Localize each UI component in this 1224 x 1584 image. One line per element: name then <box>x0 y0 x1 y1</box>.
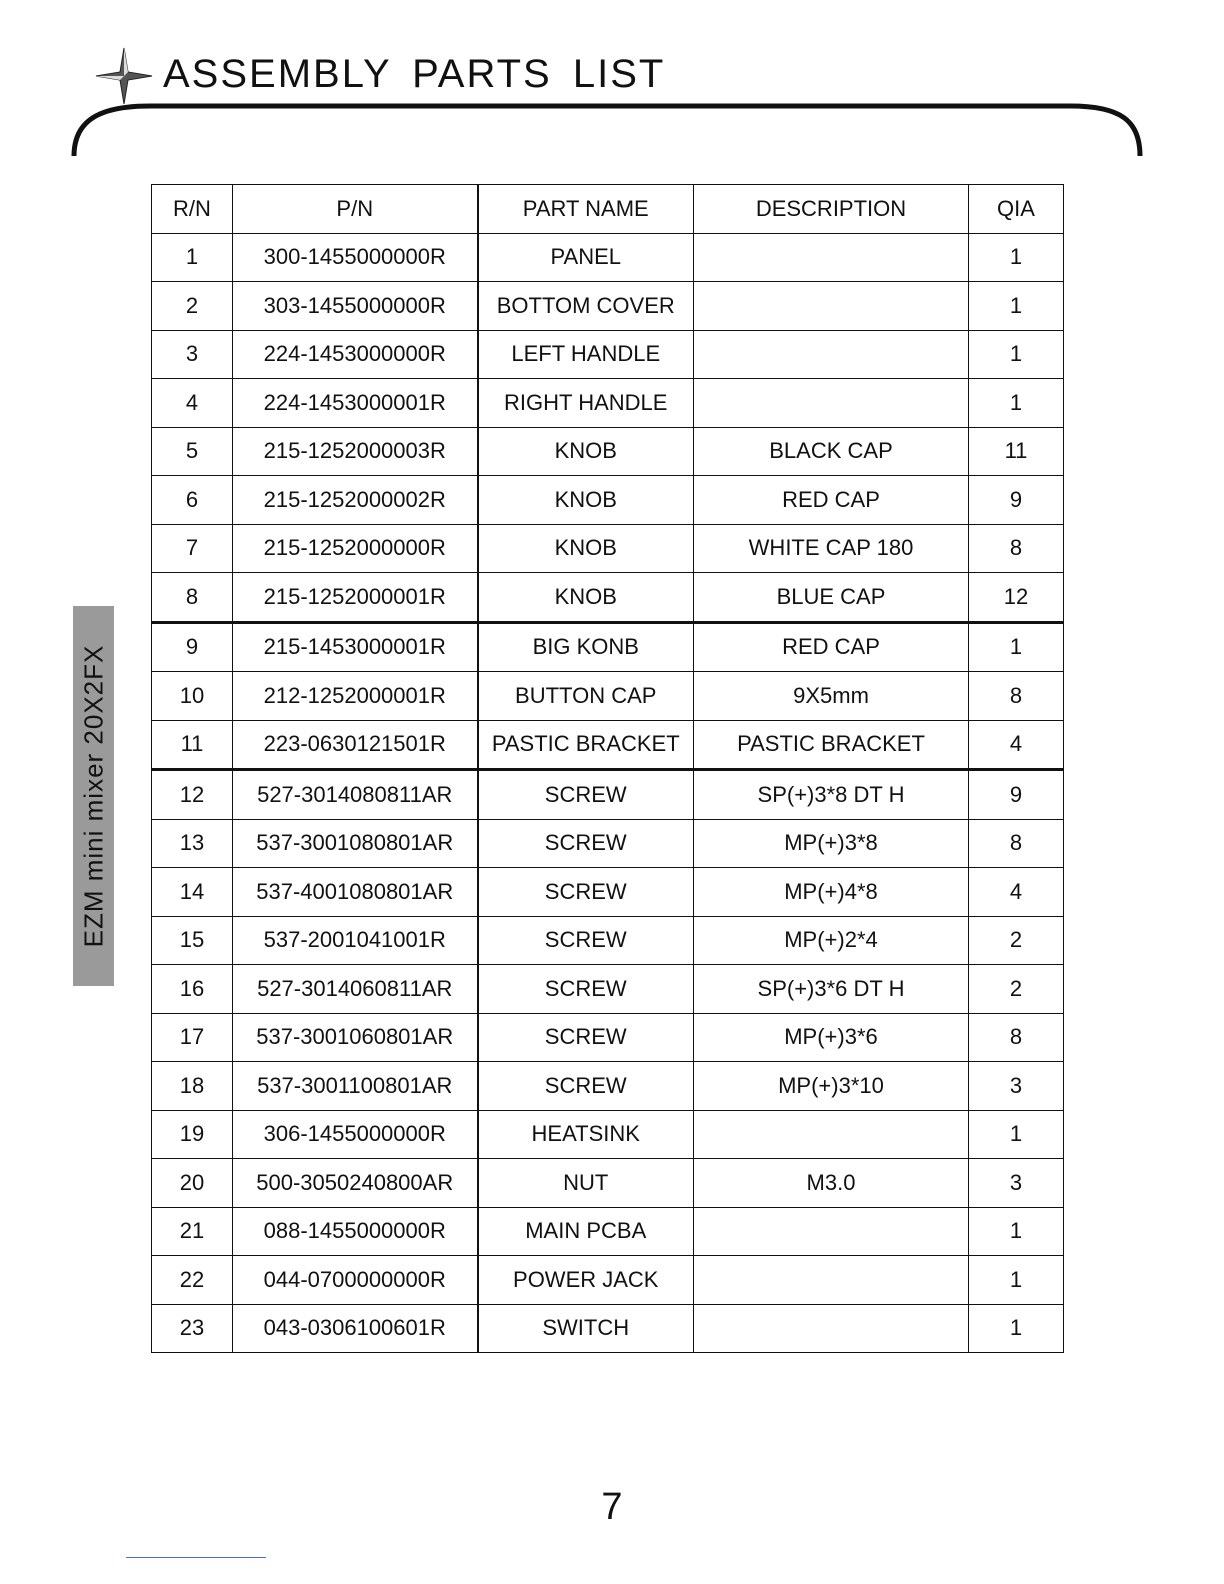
cell-description: 9X5mm <box>694 672 969 721</box>
column-header-qty: QIA <box>969 185 1064 234</box>
cell-qty: 1 <box>969 379 1064 428</box>
cell-pn: 537-3001080801AR <box>233 819 478 868</box>
cell-part-name: SCREW <box>478 868 694 917</box>
table-row <box>152 819 1064 868</box>
cell-rn: 1 <box>152 233 233 282</box>
cell-rn: 18 <box>152 1062 233 1111</box>
table-row <box>152 1256 1064 1305</box>
cell-description: PASTIC BRACKET <box>694 720 969 770</box>
cell-description: M3.0 <box>694 1159 969 1208</box>
cell-part-name: MAIN PCBA <box>478 1207 694 1256</box>
cell-description <box>694 1256 969 1305</box>
cell-qty: 4 <box>969 720 1064 770</box>
table-row <box>152 1207 1064 1256</box>
table-row <box>152 1062 1064 1111</box>
cell-pn: 215-1453000001R <box>233 622 478 672</box>
cell-pn: 300-1455000000R <box>233 233 478 282</box>
cell-part-name: SCREW <box>478 1062 694 1111</box>
cell-description: RED CAP <box>694 476 969 525</box>
table-row <box>152 233 1064 282</box>
cell-pn: 215-1252000002R <box>233 476 478 525</box>
cell-part-name: SCREW <box>478 965 694 1014</box>
cell-part-name: KNOB <box>478 573 694 623</box>
cell-pn: 537-3001060801AR <box>233 1013 478 1062</box>
cell-pn: 527-3014060811AR <box>233 965 478 1014</box>
cell-description: SP(+)3*8 DT H <box>694 770 969 820</box>
cell-description: MP(+)2*4 <box>694 916 969 965</box>
cell-qty: 1 <box>969 282 1064 331</box>
cell-qty: 1 <box>969 622 1064 672</box>
cell-description <box>694 282 969 331</box>
column-header-part-name: PART NAME <box>478 185 694 234</box>
cell-qty: 2 <box>969 965 1064 1014</box>
cell-qty: 1 <box>969 1256 1064 1305</box>
footer-divider <box>126 1557 266 1558</box>
cell-rn: 16 <box>152 965 233 1014</box>
table-row <box>152 330 1064 379</box>
cell-part-name: PANEL <box>478 233 694 282</box>
cell-pn: 223-0630121501R <box>233 720 478 770</box>
cell-pn: 224-1453000001R <box>233 379 478 428</box>
cell-description <box>694 1207 969 1256</box>
cell-qty: 1 <box>969 1110 1064 1159</box>
cell-pn: 224-1453000000R <box>233 330 478 379</box>
page-title: ASSEMBLY PARTS LIST <box>163 52 666 96</box>
cell-description: WHITE CAP 180 <box>694 524 969 573</box>
cell-description <box>694 233 969 282</box>
cell-rn: 20 <box>152 1159 233 1208</box>
cell-rn: 6 <box>152 476 233 525</box>
column-header-pn: P/N <box>233 185 478 234</box>
cell-rn: 11 <box>152 720 233 770</box>
cell-part-name: KNOB <box>478 524 694 573</box>
cell-qty: 8 <box>969 524 1064 573</box>
cell-description: RED CAP <box>694 622 969 672</box>
table-row <box>152 916 1064 965</box>
cell-rn: 14 <box>152 868 233 917</box>
cell-pn: 527-3014080811AR <box>233 770 478 820</box>
cell-rn: 3 <box>152 330 233 379</box>
cell-description <box>694 1304 969 1353</box>
cell-pn: 212-1252000001R <box>233 672 478 721</box>
cell-pn: 215-1252000001R <box>233 573 478 623</box>
cell-rn: 4 <box>152 379 233 428</box>
column-header-rn: R/N <box>152 185 233 234</box>
column-header-description: DESCRIPTION <box>694 185 969 234</box>
cell-description: MP(+)3*8 <box>694 819 969 868</box>
table-row <box>152 770 1064 820</box>
table-row <box>152 965 1064 1014</box>
cell-description: BLACK CAP <box>694 427 969 476</box>
side-tab <box>73 606 114 986</box>
cell-part-name: RIGHT HANDLE <box>478 379 694 428</box>
cell-part-name: BUTTON CAP <box>478 672 694 721</box>
header-divider-arc <box>0 0 1224 170</box>
table-row <box>152 427 1064 476</box>
cell-qty: 1 <box>969 1207 1064 1256</box>
table-row <box>152 524 1064 573</box>
cell-description <box>694 1110 969 1159</box>
cell-description <box>694 379 969 428</box>
table-header-row <box>152 185 1064 234</box>
table-row <box>152 1159 1064 1208</box>
cell-pn: 537-2001041001R <box>233 916 478 965</box>
table-row <box>152 1304 1064 1353</box>
cell-pn: 500-3050240800AR <box>233 1159 478 1208</box>
cell-qty: 8 <box>969 672 1064 721</box>
cell-qty: 9 <box>969 770 1064 820</box>
cell-rn: 17 <box>152 1013 233 1062</box>
cell-qty: 3 <box>969 1062 1064 1111</box>
cell-description: MP(+)3*6 <box>694 1013 969 1062</box>
table-row <box>152 1013 1064 1062</box>
cell-qty: 1 <box>969 233 1064 282</box>
cell-qty: 4 <box>969 868 1064 917</box>
cell-description: MP(+)4*8 <box>694 868 969 917</box>
cell-pn: 044-0700000000R <box>233 1256 478 1305</box>
table-row <box>152 720 1064 770</box>
cell-qty: 9 <box>969 476 1064 525</box>
cell-part-name: POWER JACK <box>478 1256 694 1305</box>
cell-qty: 3 <box>969 1159 1064 1208</box>
cell-pn: 306-1455000000R <box>233 1110 478 1159</box>
cell-part-name: BOTTOM COVER <box>478 282 694 331</box>
cell-part-name: KNOB <box>478 427 694 476</box>
cell-qty: 8 <box>969 819 1064 868</box>
table-row <box>152 282 1064 331</box>
cell-qty: 11 <box>969 427 1064 476</box>
cell-rn: 22 <box>152 1256 233 1305</box>
cell-pn: 537-4001080801AR <box>233 868 478 917</box>
cell-part-name: PASTIC BRACKET <box>478 720 694 770</box>
cell-part-name: LEFT HANDLE <box>478 330 694 379</box>
table-row <box>152 622 1064 672</box>
cell-rn: 8 <box>152 573 233 623</box>
cell-rn: 7 <box>152 524 233 573</box>
table-row <box>152 379 1064 428</box>
cell-pn: 537-3001100801AR <box>233 1062 478 1111</box>
parts-table <box>151 184 1064 1353</box>
cell-pn: 303-1455000000R <box>233 282 478 331</box>
cell-rn: 10 <box>152 672 233 721</box>
cell-part-name: SCREW <box>478 770 694 820</box>
table-row <box>152 672 1064 721</box>
cell-rn: 2 <box>152 282 233 331</box>
cell-qty: 8 <box>969 1013 1064 1062</box>
cell-part-name: HEATSINK <box>478 1110 694 1159</box>
cell-rn: 12 <box>152 770 233 820</box>
table-row <box>152 868 1064 917</box>
cell-pn: 088-1455000000R <box>233 1207 478 1256</box>
cell-rn: 21 <box>152 1207 233 1256</box>
table-row <box>152 476 1064 525</box>
cell-rn: 5 <box>152 427 233 476</box>
cell-description: SP(+)3*6 DT H <box>694 965 969 1014</box>
cell-description: MP(+)3*10 <box>694 1062 969 1111</box>
table-row <box>152 1110 1064 1159</box>
cell-description <box>694 330 969 379</box>
cell-description: BLUE CAP <box>694 573 969 623</box>
cell-part-name: SCREW <box>478 1013 694 1062</box>
table-row <box>152 573 1064 623</box>
cell-part-name: SCREW <box>478 819 694 868</box>
cell-rn: 13 <box>152 819 233 868</box>
cell-pn: 215-1252000000R <box>233 524 478 573</box>
cell-qty: 1 <box>969 330 1064 379</box>
cell-rn: 19 <box>152 1110 233 1159</box>
cell-qty: 2 <box>969 916 1064 965</box>
cell-pn: 043-0306100601R <box>233 1304 478 1353</box>
side-tab-label: EZM mini mixer 20X2FX <box>78 644 108 948</box>
cell-rn: 15 <box>152 916 233 965</box>
cell-pn: 215-1252000003R <box>233 427 478 476</box>
cell-part-name: NUT <box>478 1159 694 1208</box>
cell-qty: 12 <box>969 573 1064 623</box>
cell-qty: 1 <box>969 1304 1064 1353</box>
cell-part-name: BIG KONB <box>478 622 694 672</box>
cell-part-name: SCREW <box>478 916 694 965</box>
cell-rn: 23 <box>152 1304 233 1353</box>
cell-rn: 9 <box>152 622 233 672</box>
cell-part-name: SWITCH <box>478 1304 694 1353</box>
page-number: 7 <box>601 1486 623 1528</box>
cell-part-name: KNOB <box>478 476 694 525</box>
